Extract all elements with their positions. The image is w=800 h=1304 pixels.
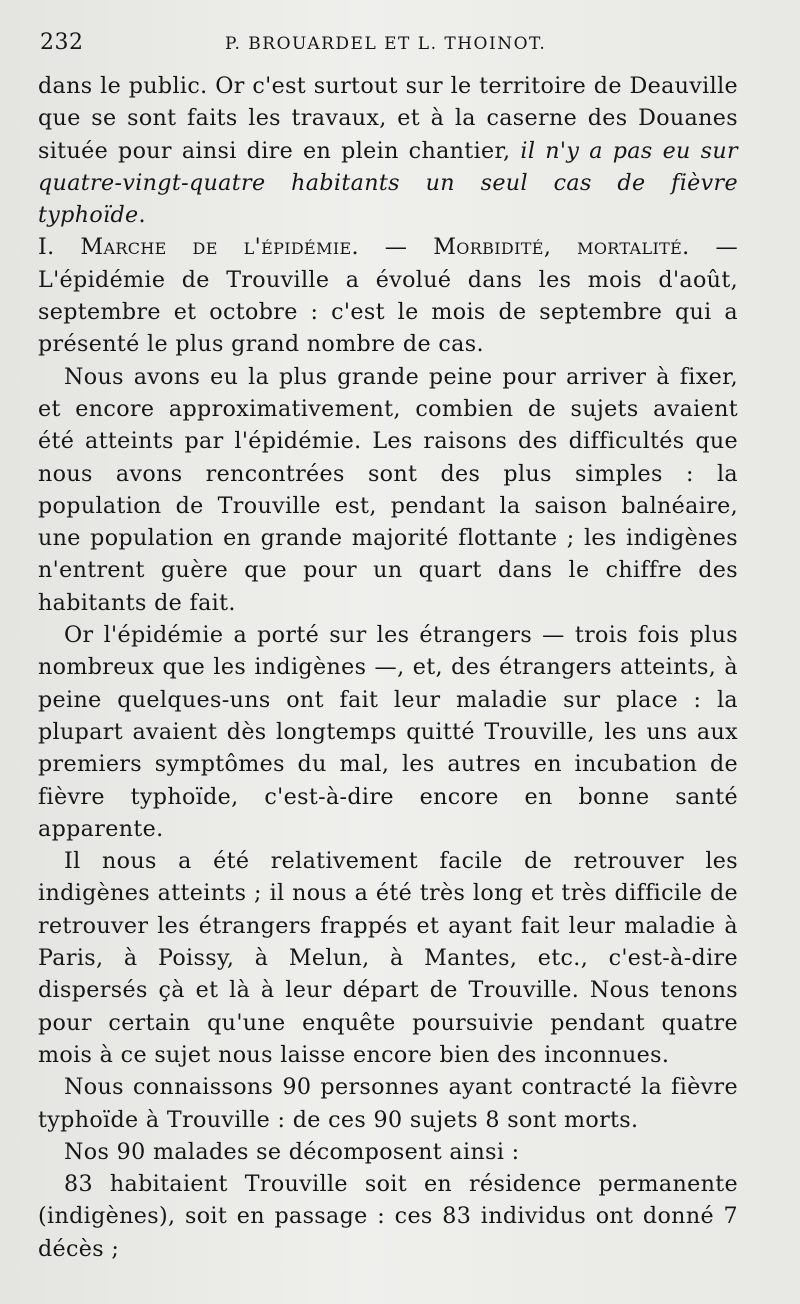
section-heading: I. Marche de l'épidémie. — Morbidité, mortalité.: [38, 234, 690, 261]
paragraph-eighty-three: 83 habitaient Trouville soit en résidence permanente (indigènes), soit en passage : ces 83 individus ont donné 7 décès ;: [38, 1171, 738, 1262]
section-heading-text: — L'épidémie de Trouville a évolué dans les mois d'août, septembre et octobre : c'est le mois de septembre qui a présenté le plus grand nombre de cas.: [38, 234, 738, 358]
paragraph-intro: [38, 70, 738, 231]
paragraph-difficulties: Nous avons eu la plus grande peine pour arriver à fixer, et encore approximativement, combien de sujets avaient été atteints par l'épidémie. Les raisons des difficultés que nous avons rencontrées sont des plus simples : la population de Trouville est, pendant la saison balnéaire, une population en grande majorité flottante ; les indigènes n'entrent guère que pour un quart dans le chiffre des habitants de fait.: [38, 363, 738, 616]
running-head: P. BROUARDEL ET L. THOINOT.: [225, 34, 547, 54]
paragraph-ninety-persons: Nous connaissons 90 personnes ayant contracté la fièvre typhoïde à Trouville : de ces 90 sujets 8 sont morts.: [38, 1074, 738, 1133]
paragraph-indigenes: Il nous a été relativement facile de retrouver les indigènes atteints ; il nous a été très long et très difficile de retrouver les étrangers frappés et ayant fait leur maladie à Paris, à Poissy, à Melun, à Mantes, etc., c'est-à-dire dispersés çà et là à leur départ de Trouville. Nous tenons pour certain qu'une enquête poursuivie pendant quatre mois à ce sujet nous laisse encore bien des inconnues.: [38, 848, 738, 1068]
paragraph-strangers: Or l'épidémie a porté sur les étrangers — trois fois plus nombreux que les indigènes —, et, des étrangers atteints, à peine quelques-uns ont fait leur maladie sur place : la plupart avaient dès longtemps quitté Trouville, les uns aux premiers symptômes du mal, les autres en incubation de fièvre typhoïde, c'est-à-dire encore en bonne santé apparente.: [38, 622, 738, 842]
paragraph-section-heading: [38, 231, 738, 360]
paragraph-intro-text: dans le public. Or c'est surtout sur le territoire de Deauville que se sont faits les travaux, et à la caserne des Douanes située pour ainsi dire en plein chantier,: [38, 73, 738, 164]
paragraph-intro-italic: il n'y a pas eu sur quatre-vingt-quatre habitants un seul cas de fièvre typhoïde: [38, 137, 738, 229]
paragraph-breakdown: Nos 90 malades se décomposent ainsi :: [64, 1138, 520, 1165]
page-number: 232: [40, 30, 84, 55]
page-header: [40, 30, 740, 66]
paragraph-intro-end: .: [138, 202, 146, 229]
body-text: [38, 70, 738, 1265]
